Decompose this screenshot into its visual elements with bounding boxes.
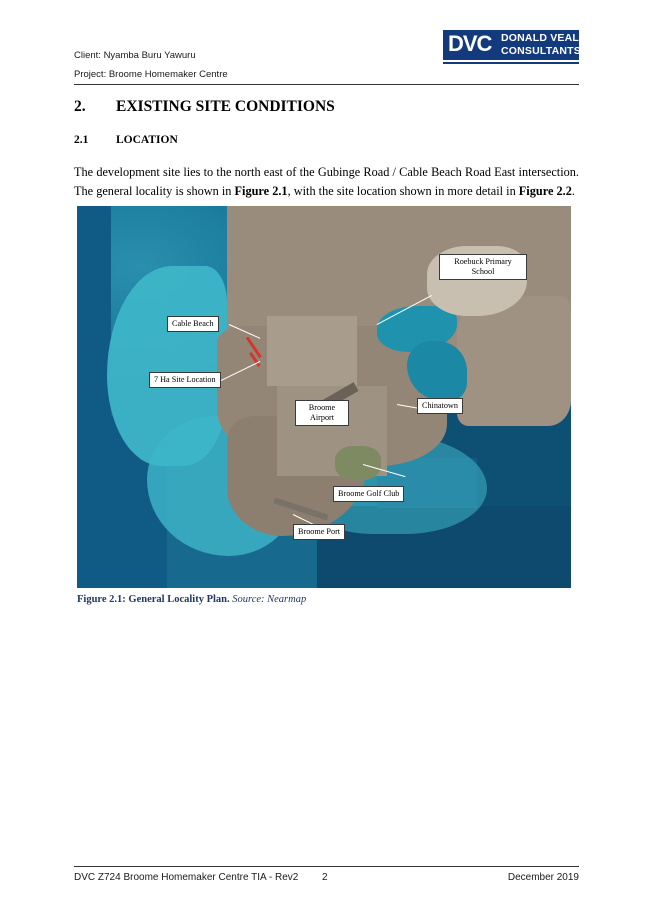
callout-broome-airport: Broome Airport	[295, 400, 349, 426]
footer-document-title: DVC Z724 Broome Homemaker Centre TIA - Rev2	[74, 872, 299, 883]
logo-name-line1: DONALD VEAL	[501, 32, 580, 44]
paragraph-text-1: The development site lies to the north east of the Gubinge Road / Cable Beach Road East intersection. The general locality is shown in	[74, 165, 579, 198]
map-golf-course	[335, 446, 381, 480]
callout-cable-beach: Cable Beach	[167, 316, 219, 332]
logo-name-line2: CONSULTANTS	[501, 45, 581, 57]
body-paragraph	[74, 163, 579, 201]
callout-site-location: 7 Ha Site Location	[149, 372, 221, 388]
paragraph-text-2: , with the site location shown in more detail in	[287, 184, 519, 198]
section-number: 2.	[74, 98, 86, 115]
page-content	[74, 0, 579, 924]
logo-company-name	[501, 32, 581, 58]
header-client-line: Client: Nyamba Buru Yawuru	[74, 50, 196, 61]
footer-divider	[74, 866, 579, 867]
header-divider	[74, 84, 579, 85]
logo-mark-text: DVC	[448, 31, 492, 56]
subsection-heading	[74, 134, 579, 146]
logo-underline	[443, 62, 579, 64]
footer-date: December 2019	[507, 872, 579, 883]
header-project-line: Project: Broome Homemaker Centre	[74, 69, 228, 80]
callout-broome-port: Broome Port	[293, 524, 345, 540]
figure-caption-source: Source: Nearmap	[232, 594, 307, 605]
dvc-logo	[443, 30, 579, 64]
map-urban-cable-beach	[267, 316, 357, 386]
figure-caption	[77, 594, 571, 605]
paragraph-text-3: .	[571, 184, 575, 198]
section-heading	[74, 98, 579, 116]
footer-page-number: 2	[322, 872, 328, 883]
locality-map-figure	[77, 206, 571, 588]
callout-roebuck-primary-school: Roebuck Primary School	[439, 254, 527, 280]
subsection-number: 2.1	[74, 134, 89, 146]
subsection-title: LOCATION	[116, 134, 178, 146]
figure-reference-1: Figure 2.1	[234, 184, 288, 198]
section-title: EXISTING SITE CONDITIONS	[116, 98, 335, 115]
aerial-map-image	[77, 206, 571, 588]
callout-chinatown: Chinatown	[417, 398, 463, 414]
figure-caption-title: Figure 2.1: General Locality Plan.	[77, 594, 230, 605]
figure-reference-2: Figure 2.2	[518, 184, 572, 198]
callout-broome-golf-club: Broome Golf Club	[333, 486, 404, 502]
